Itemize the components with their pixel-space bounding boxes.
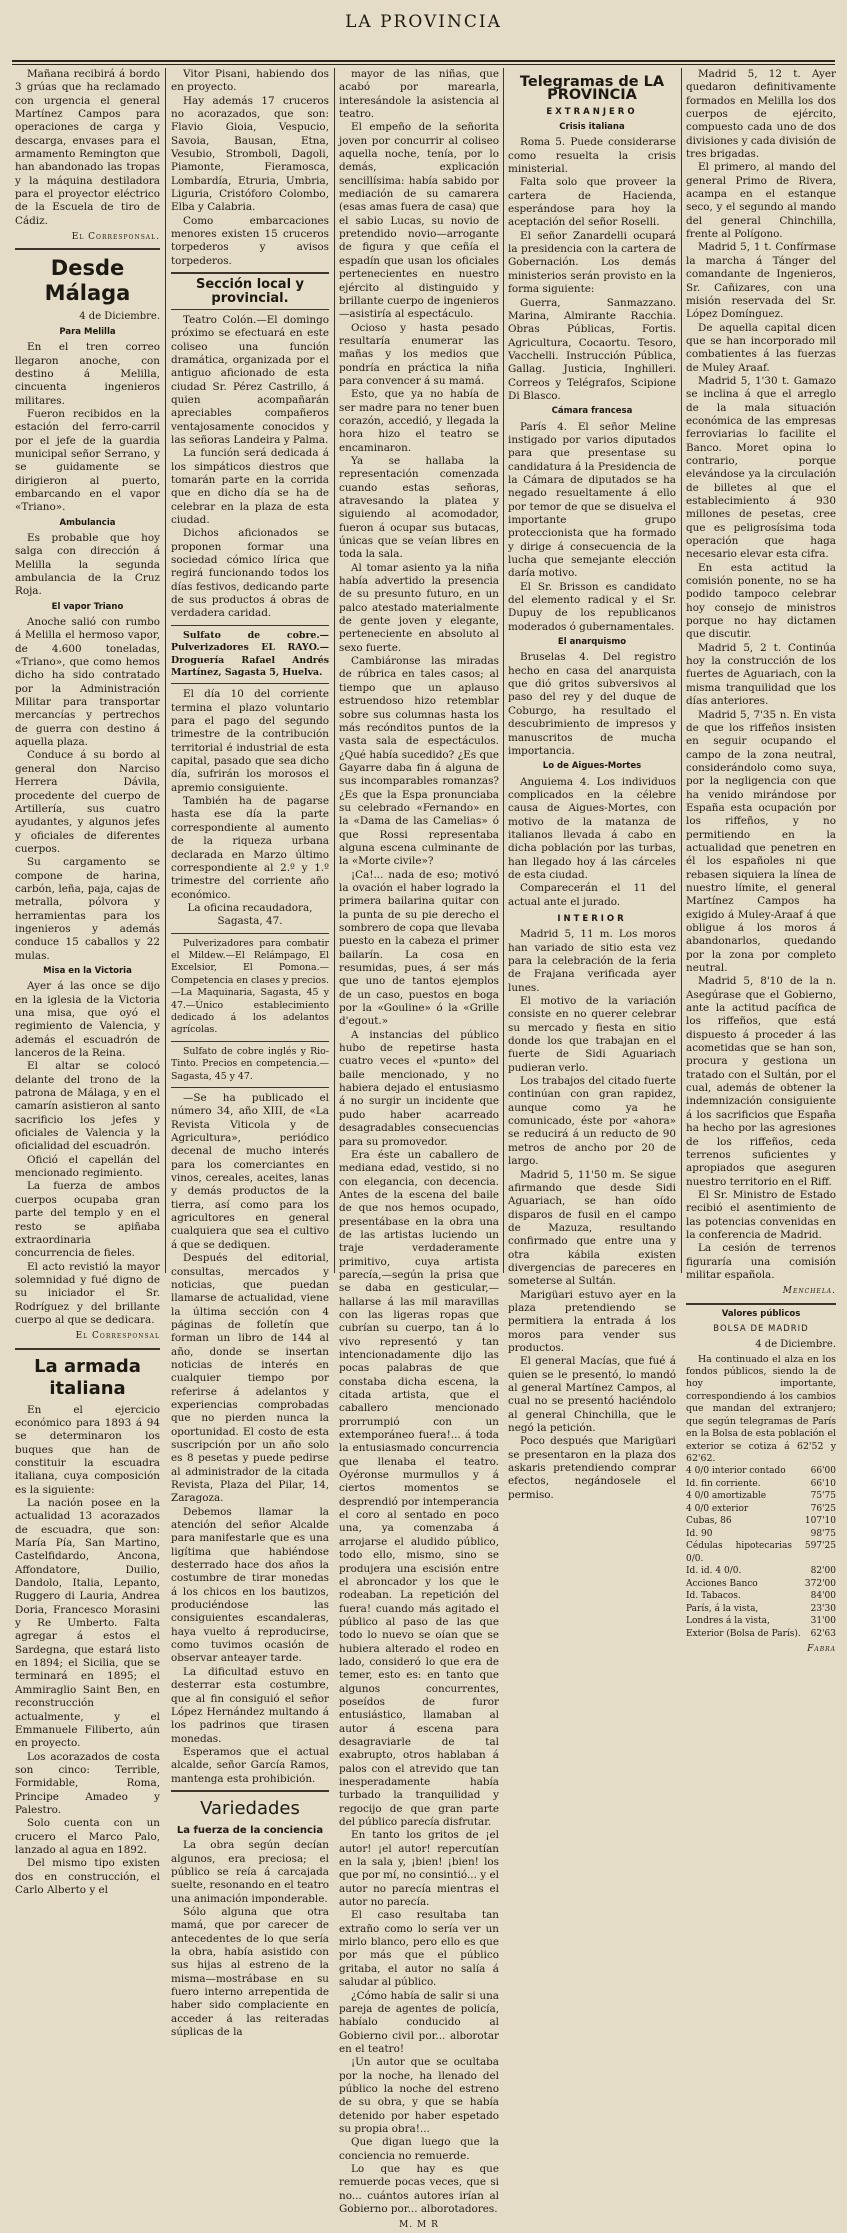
advertisement: Pulverizadores para combatir el Mildew.—El Relámpago, El Excelsior, El Pomona.—Competencia en clases y precios.—La Maquinaria, Sagasta, 45 y 47.—Único establecimiento dedicado á los adelantos agrícolas. bbox=[171, 937, 329, 1036]
ministers-list: Guerra, Sanmazzano. Marina, Almirante Racchia. Obras Públicas, Fortis. Agricultura, Cocaortu. Tesoro, Vacchelli. Instrucción Pública, Gallag. Justicia, Inghilleri. Correos y Telégrafos, Scipione Di Blasco. bbox=[508, 296, 676, 402]
quote-value: 372'00 bbox=[804, 1578, 836, 1589]
divider bbox=[171, 272, 329, 274]
paragraph: Al tomar asiento ya la niña había advertido la presencia de su presunto futuro, en un palco atestado materialmente de gente joven y elegante, perteneciente en absoluto al sexo fuerte. bbox=[339, 561, 499, 654]
section-label: EXTRANJERO bbox=[546, 106, 638, 117]
column-4 bbox=[508, 68, 676, 1501]
table-row bbox=[686, 1540, 836, 1565]
paragraph: Era éste un caballero de mediana edad, vestido, si no con elegancia, con decencia. Antes de la escena del baile de que nos hemos ocupado, presentábase en la obra una de las artistas luciendo un traje verdaderamente primitivo, cuya artista parecía,—según la prisa que se daba en gesticular,—hallarse á las mil maravillas con las ligeras ropas que cubrían su cuerpo, tan á lo vivo representó y tan intencionadamente dijo las pocas palabras de que constaba dicha escena, la citada artista, que el caballero mencionado prorrumpió con un extemporáneo fuera!... á toda la entusiasmado concurrencia que llenaba el teatro. Oyéronse murmullos y á ciertos momentos se desprendió por intemperancia el coro al sentado en poco una, ya comenzaba á arrojarse el aludido público, todo ello, mismo, sino se produjera una escisión entre el abroncador y los que le rodeaban. La repetición del fuera! cuando más agitado el público al paso de las que todo lo nuevo se oían que se hubiera alterado el rodeo en lado, consideró lo que era de temer, esto es: en tanto que algunos concurrentes, poseídos de furor entusiástico, llamaban al autor á escena para desagraviarle de tal exabrupto, otros hablaban á palos con el atrevido que tan inesperadamente había turbado la tranquilidad y regocijo de que gran parte del público parecía disfrutar. bbox=[339, 1148, 499, 1829]
paragraph: Ha continuado el alza en los fondos públicos, siendo la de hoy importante, correspondiendo á los cambios que mandan del extranjero; que según telegramas de París en la Bolsa de esta población el exterior se cotiza á 62'52 y 62'62. bbox=[686, 1353, 836, 1464]
quote-label: 4 0/0 amortizable bbox=[686, 1491, 767, 1502]
paragraph: Después del editorial, consultas, mercados y noticias, que puedan llamarse de actualidad, viene la última sección con 4 páginas de folletín que forman un libro de 144 al año, donde se insertan noticias de interés en cualquier tiempo por referirse á adelantos y experiencias comprobadas que no pierden nunca la oportunidad. El costo de esta suscripción por un año solo es 8 pesetas y puede pedirse al administrador de la citada Revista, Plaza del Pilar, 14, Zaragoza. bbox=[171, 1252, 329, 1505]
paragraph: Ocioso y hasta pesado resultaría enumerar las mañas y los medios que pondría en práctica la niña para convencer á su mamá. bbox=[339, 321, 499, 387]
paragraph: La fuerza de ambos cuerpos ocupaba gran parte del templo y en el resto se apiñaba extraordinaria concurrencia de fieles. bbox=[15, 1180, 160, 1260]
paragraph: El Sr. Ministro de Estado recibió el asentimiento de las potencias convenidas en la conferencia de Madrid. bbox=[686, 1188, 836, 1241]
paragraph: A instancias del público hubo de repetirse hasta cuatro veces el «punto» del baile mencionado, y no habiera dejado el entusiasmo á no surgir un incidente que pudo haber acarreado desagradables consecuencias para su promovedor. bbox=[339, 1028, 499, 1148]
subheading: El vapor Triano bbox=[51, 601, 124, 612]
paragraph: Ayer á las once se dijo en la iglesia de la Victoria una misa, que oyó el regimiento de Valencia, y además el escuadrón de lanceros de la Reina. bbox=[15, 980, 160, 1060]
quote-value: 98'75 bbox=[810, 1528, 836, 1539]
masthead: LA PROVINCIA bbox=[345, 12, 502, 32]
paragraph: Bruselas 4. Del registro hecho en casa del anarquista que dió gritos subversivos al paso del rey y del duque de Coburgo, ha resultado el descubrimiento de impresos y manuscritos de mucha importancia. bbox=[508, 651, 676, 757]
paragraph: El general Macías, que fué á quien se le presentó, lo mandó al general Martínez Campos, al cual no se presentó haciéndolo al general Chinchilla, que le negó la petición. bbox=[508, 1355, 676, 1435]
quote-label: Cubas, 86 bbox=[686, 1516, 732, 1527]
subheading: Cámara francesa bbox=[551, 406, 633, 417]
advertisement: Sulfato de cobre.—Pulverizadores EL RAYO.—Droguería Rafael Andrés Martínez, Sagasta 5, Huelva. bbox=[171, 629, 329, 678]
column-divider bbox=[165, 68, 166, 1273]
quote-value: 97'25 bbox=[810, 1541, 836, 1552]
paragraph: ¡Un autor que se ocultaba por la noche, ha llenado del público la noche del estreno de su obra, y que se había detenido por haber espetado su propia obra!... bbox=[339, 2056, 499, 2135]
paragraph: Los trabajos del citado fuerte continúan con gran rapidez, aunque como ya he comunicado, éste por «ahora» se reducirá á un reducto de 90 metros de ancho por 20 de largo. bbox=[508, 1075, 676, 1168]
table-row bbox=[686, 1578, 836, 1591]
headline-telegramas: Telegramas de LA PROVINCIA bbox=[519, 74, 665, 104]
quote-value: 23'30 bbox=[810, 1603, 836, 1614]
quote-value: 66'10 bbox=[810, 1478, 836, 1489]
table-row bbox=[686, 1603, 836, 1616]
divider bbox=[171, 309, 329, 310]
signature: M. M R bbox=[399, 2220, 439, 2231]
paragraph: Ya se hallaba la representación comenzada cuando estas señoras, atravesando la platea y siguiendo al acomodador, fueron á ocupar sus butacas, únicas que se veían libres en toda la sala. bbox=[339, 454, 499, 561]
paragraph: París 4. El señor Meline instigado por varios diputados para que presentase su candidatura á la Presidencia de la Cámara de diputados se ha negado resueltamente á ello por temor de que se disuelva el importante grupo proteccionista que ha formado y dirige á consecuencia de la lucha que semejante elección daría motivo. bbox=[508, 420, 676, 580]
subheading: Para Melilla bbox=[59, 326, 116, 337]
column-5 bbox=[686, 68, 836, 1655]
paragraph: Mañana recibirá á bordo 3 grúas que ha reclamado con urgencia el general Martínez Campos para operaciones de carga y descarga, envases para el armamento Remington que han abandonado las tropas y la máquina destiladora para el proyector eléctrico de la Escuela de tiro de Cádiz. bbox=[15, 68, 160, 227]
paragraph: ¿Cómo había de salir si una pareja de agentes de policía, habíalo conducido al Gobierno civil por... alborotar en el teatro! bbox=[339, 1989, 499, 2055]
table-row bbox=[686, 1565, 836, 1578]
table-row bbox=[686, 1590, 836, 1603]
quote-label: Londres á la vista, bbox=[686, 1616, 770, 1627]
paragraph: Cambiáronse las miradas de rúbrica en tales casos; al tiempo que un aplauso estruendoso hizo retemblar sobre sus columnas hasta los más recónditos puntos de la vasta sala de espectáculos. ¿Qué había sucedido? ¿Es que Gayarre daba fin á alguna de sus incomparables romanzas? ¿Es que la Espa pronunciaba su celebrado «Fernando» en la «Dama de las Camelias» ó que Rossi representaba alguna escena culminante de la «Morte civile»? bbox=[339, 655, 499, 868]
subheading: Misa en la Victoria bbox=[43, 965, 132, 976]
paragraph: Falta solo que proveer la cartera de Hacienda, esperándose para hoy la aceptación del señor Roselli. bbox=[508, 176, 676, 229]
paragraph: La función será dedicada á los simpáticos diestros que tomarán parte en la corrida que en dicho día se ha de celebrar en la plaza de esta ciudad. bbox=[171, 447, 329, 526]
paragraph: ¡Ca!... nada de eso; motivó la ovación el haber logrado la primera bailarina quitar con la punta de su pie derecho el sombrero de copa que llevaba puesto en la cabeza el primer bailarín. La cosa en resumidas, pues, á ser más que uno de tantos ejemplos de un caso, puestos en boga por la «Gouline» ó la «Grille d'egout.» bbox=[339, 868, 499, 1028]
paragraph: Su cargamento se compone de harina, carbón, leña, paja, cajas de metralla, pólvora y herramientas para los ingenieros y además conduce 15 caballos y 22 mulas. bbox=[15, 856, 160, 962]
paragraph: Debemos llamar la atención del señor Alcalde para manifestarle que es una ligítima que habiéndose desterrado hace dos años la costumbre de tirar monedas á los chicos en los bautizos, produciéndose las consiguientes escandaleras, haya vuelto á reproducirse, como tuvimos ocasión de observar anteayer tarde. bbox=[171, 1505, 329, 1665]
paragraph: Comparecerán el 11 del actual ante el jurado. bbox=[508, 882, 676, 908]
paragraph: Poco después que Marigüari se presentaron en la plaza dos askaris pretendiendo comprar efectos, negándosele el permiso. bbox=[508, 1435, 676, 1501]
paragraph: Esto, que ya no había de ser madre para no tener buen corazón, accedió, y llegada la hora hizo el teatro se encaminaron. bbox=[339, 388, 499, 454]
paragraph: Anoche salió con rumbo á Melilla el hermoso vapor, de 4.600 toneladas, «Triano», que como hemos dicho ha sido contratado por la Administración Militar para transportar mercancías y pertrechos de guerra con destino á aquella plaza. bbox=[15, 616, 160, 749]
paragraph: En esta actitud la comisión ponente, no se ha podido tampoco celebrar hoy consejo de ministros porque no hay dictamen que discutir. bbox=[686, 561, 836, 641]
paragraph: Madrid 5, 2 t. Continúa hoy la construcción de los fuertes de Aguariach, con la misma tranquilidad que los días anteriores. bbox=[686, 641, 836, 708]
quote-label: 4 0/0 interior contado bbox=[686, 1466, 786, 1477]
paragraph: En el tren correo llegaron anoche, con destino á Melilla, cincuenta ingenieros militares. bbox=[15, 341, 160, 407]
divider bbox=[171, 933, 329, 934]
paragraph: La nación posee en la actualidad 13 acorazados de escuadra, que son: María Pía, San Martino, Castelfidardo, Ancona, Affondatore, Duilio, Dandolo, Italia, Lepanto, Ruggero di Lauria, Andrea Doria, Francesco Morasini y Re Umberto. Falta agregar á estos el Sardegna, que estará listo en 1894; el Sicilia, que se terminará en 1895; el Ammiraglio Saint Ben, en reconstrucción actualmente, y el Emmanuele Filiberto, aún en proyecto. bbox=[15, 1497, 160, 1750]
table-row bbox=[686, 1628, 836, 1641]
quote-value: 76'25 bbox=[810, 1503, 836, 1514]
paragraph: Dichos aficionados se proponen formar una sociedad cómico lírica que regirá funcionando todos los días festivos, dedicando parte de sus productos á obras de verdadera caridad. bbox=[171, 527, 329, 620]
paragraph: Madrid 5, 8'10 de la n. Asegúrase que el Gobierno, ante la actitud pacífica de los riffeños, que está dispuesto á proceder á las acometidas que se han son, procura y gestiona un tratado con el Sultán, por el cual, además de obtener la indemnización consiguiente á los sacrificios que España ha hecho por las agresiones de los riffeños, ceda terrenos suficientes y apropiados que aseguren nuestro territorio en el Riff. bbox=[686, 975, 836, 1188]
quote-label: Id. id. 4 0/0. bbox=[686, 1566, 742, 1577]
paragraph: Roma 5. Puede considerarse como resuelta la crisis ministerial. bbox=[508, 136, 676, 176]
paragraph: El empeño de la señorita joven por concurrir al coliseo aquella noche, tenía, por lo demás, explicación sencillísima: había sabido por mediación de su camarera (esas amas fuera de casa) que el sabio Lucas, su novio de pretendido novio—arrogante de figura y que ceñía el espadín que usan los oficiales pertenecientes en nuestro ejército al distinguido y brillante cuerpo de ingenieros—asistiría al espectáculo. bbox=[339, 121, 499, 321]
divider bbox=[171, 683, 329, 684]
quote-value: 82'00 bbox=[810, 1566, 836, 1577]
subheading: El anarquismo bbox=[557, 637, 627, 648]
quote-label: Cédulas hipotecarias 5 0/0. bbox=[686, 1541, 811, 1564]
top-rule bbox=[12, 60, 835, 62]
paragraph: Madrid 5, 12 t. Ayer quedaron definitivamente formados en Melilla los dos cuerpos de ejército, compuesto cada uno de dos divisiones y cada división de tres brigadas. bbox=[686, 68, 836, 161]
paragraph: Como embarcaciones menores existen 15 cruceros torpederos y avisos torpederos. bbox=[171, 214, 329, 267]
paragraph: En tanto los gritos de ¡el autor! ¡el autor! repercutían en la sala y, ¡bien! ¡bien! los que por mí, no consintió... y el autor no parecía mientras el autor no parecía. bbox=[339, 1829, 499, 1909]
quote-value: 62'63 bbox=[810, 1628, 836, 1639]
paragraph: Solo cuenta con un crucero el Marco Palo, lanzado al agua en 1892. bbox=[15, 1817, 160, 1856]
paragraph: Los acorazados de costa son cinco: Terrible, Formidable, Roma, Principe Amadeo y Palestro. bbox=[15, 1750, 160, 1816]
column-divider bbox=[503, 68, 504, 1273]
divider bbox=[171, 1087, 329, 1088]
subheading: Crisis italiana bbox=[559, 122, 625, 133]
table-row bbox=[686, 1465, 836, 1478]
quote-label: Id. 90 bbox=[686, 1528, 713, 1539]
paragraph: —Se ha publicado el número 34, año XIII, de «La Revista Viticola y de Agricultura», periódico decenal de mucho interés para los comerciantes en vinos, cereales, aceites, lanas y demás productos de la tierra, así como para los agricultores en general cualquiera que sea el cultivo á que se dediquen. bbox=[171, 1092, 329, 1251]
quote-label: Exterior (Bolsa de París). bbox=[686, 1628, 801, 1639]
paragraph: También ha de pagarse hasta ese día la parte correspondiente al aumento de la riqueza urbana declarada en Marzo último correspondiente al 2.º y 1.º trimestre del corriente año económico. bbox=[171, 795, 329, 901]
paragraph: El primero, al mando del general Primo de Rivera, acampa en el estanque seco, y el segundo al mando del general Chinchilla, frente al Polígono. bbox=[686, 161, 836, 241]
divider bbox=[171, 1041, 329, 1042]
quote-label: Id. Tabacos. bbox=[686, 1591, 741, 1602]
divider bbox=[171, 1790, 329, 1792]
quote-value: 84'00 bbox=[810, 1591, 836, 1602]
paragraph: Del mismo tipo existen dos en construcción, el Carlo Alberto y el bbox=[15, 1857, 160, 1896]
column-3 bbox=[339, 68, 499, 2231]
signature: Fabra bbox=[807, 1644, 836, 1655]
paragraph: Hay además 17 cruceros no acorazados, que son: Flavio Gioia, Vespucio, Savoia, Bausan, Etna, Vesubio, Stromboli, Dagoli, Piamonte, Fieramosca, Lombardía, Etruria, Umbria, Liguria, Cristóforo Colombo, Elba y Calabria. bbox=[171, 94, 329, 214]
divider bbox=[15, 248, 160, 250]
paragraph: El acto revistió la mayor solemnidad y fué digno de su iniciador el Sr. Rodríguez y del brillante cuerpo al que se dedicara. bbox=[15, 1260, 160, 1326]
top-rule-thin bbox=[12, 64, 835, 65]
quote-value: 66'00 bbox=[810, 1466, 836, 1477]
paragraph: Sólo alguna que otra mamá, que por carecer de antecedentes de lo que sería la obra, había asistido con sus hijas al estreno de la misma—mostrábase en su fuero interno arrepentida de haber sido complaciente en acceder á las reiteradas súplicas de la bbox=[171, 1905, 329, 2039]
quote-value: 31'00 bbox=[810, 1616, 836, 1627]
paragraph: Esperamos que el actual alcalde, señor García Ramos, mantenga esta prohibición. bbox=[171, 1745, 329, 1785]
paragraph: La obra según decían algunos, era preciosa; el público se reía á carcajada suelte, resonando en el teatro una animación imponderable. bbox=[171, 1839, 329, 1905]
headline-seccion-local: Sección local y provincial. bbox=[195, 277, 305, 306]
paragraph: El Sr. Brisson es candidato del elemento radical y el Sr. Dupuy de los republicanos moderados ó gubernamentales. bbox=[508, 580, 676, 633]
paragraph: Vitor Pisani, habiendo dos en proyecto. bbox=[171, 68, 329, 94]
paragraph: El día 10 del corriente termina el plazo voluntario para el pago del segundo trimestre de la contribución territorial é industrial de esta capital, pasado que sea dicho día, sufrirán los morosos el apremio consiguiente. bbox=[171, 688, 329, 794]
dateline: 4 de Diciembre. bbox=[755, 1339, 836, 1351]
paragraph: Ofició el capellán del mencionado regimiento. bbox=[15, 1153, 160, 1180]
quote-value: 75'75 bbox=[810, 1491, 836, 1502]
paragraph: Madrid 5, 1'30 t. Gamazo se inclina á que el arreglo de la mala situación económica de las empresas ferroviarias lo facilite el Banco. Moret opina lo contrario, porque elevándose ya la circulación de billetes al que el establecimiento á 930 millones de pesetas, cree que es peligrosísima toda operación que haga necesario elevar esta cifra. bbox=[686, 374, 836, 561]
paragraph: La oficina recaudadora, Sagasta, 47. bbox=[187, 901, 313, 928]
paragraph: mayor de las niñas, que acabó por marearla, interesándole la asistencia al teatro. bbox=[339, 68, 499, 121]
paragraph: De aquella capital dicen que se han incorporado mil combatientes á las fuerzas de Muley Araaf. bbox=[686, 321, 836, 374]
paragraph: La cesión de terrenos figuraría una comisión militar española. bbox=[686, 1242, 836, 1281]
section-label: INTERIOR bbox=[557, 913, 627, 924]
table-row bbox=[686, 1515, 836, 1528]
subheading: BOLSA DE MADRID bbox=[713, 1323, 809, 1334]
quote-label: París, á la vista, bbox=[686, 1603, 759, 1614]
paragraph: Anguiema 4. Los individuos complicados en la célebre causa de Aigues-Mortes, con motivo de la matanza de italianos llevada á cabo en dicha población por las turbas, han llegado hoy á las cárceles de esta ciudad. bbox=[508, 775, 676, 881]
paragraph: En el ejercicio económico para 1893 á 94 se determinaron los buques que han de constituir la escuadra italiana, cuya composición es la siguiente: bbox=[15, 1403, 160, 1496]
column-divider bbox=[681, 68, 682, 1273]
advertisement: Sulfato de cobre inglés y Rio-Tinto. Precios en competencia.—Sagasta, 45 y 47. bbox=[171, 1045, 329, 1082]
paragraph: Es probable que hoy salga con dirección á Melilla la segunda ambulancia de la Cruz Roja. bbox=[15, 531, 160, 598]
table-row bbox=[686, 1490, 836, 1503]
paragraph: El señor Zanardelli ocupará la presidencia con la cartera de Gobernación. Los demás ministerios serán provisto en la forma siguiente: bbox=[508, 229, 676, 296]
quote-value: 107'10 bbox=[804, 1516, 836, 1527]
subheading: Valores públicos bbox=[721, 1308, 801, 1319]
headline-desde-malaga: Desde Málaga bbox=[44, 256, 131, 306]
paragraph: Teatro Colón.—El domingo próximo se efectuará en este coliseo una función dramática, organizada por el antiguo aficionado de esta ciudad Sr. Pérez Castrillo, á quien acompañarán apreciables compañeros ventajosamente conocidos y las señoras Landeira y Palma. bbox=[171, 313, 329, 446]
paragraph: Madrid 5, 11'50 m. Se sigue afirmando que desde Sidi Aguariach, se han oído disparos de fusil en el campo de Mazuza, resultando confirmado que entre una y otra kábila existen divergencias de pareceres en someterse al Sultán. bbox=[508, 1168, 676, 1288]
column-2 bbox=[171, 68, 329, 2039]
headline-armada-italiana: La armada italiana bbox=[34, 1355, 141, 1399]
table-row bbox=[686, 1503, 836, 1516]
paragraph: El motivo de la variación consiste en no querer celebrar su mercado y fiesta en sitio donde los que trabajan en el fuerte de Sidi Aguariach pudieran verlo. bbox=[508, 995, 676, 1074]
subheading: La fuerza de la conciencia bbox=[176, 1824, 324, 1836]
paragraph: Madrid 5, 11 m. Los moros han variado de sitio esta vez para la celebración de la feria de Frajana verificada ayer lunes. bbox=[508, 928, 676, 994]
signature: El Corresponsal bbox=[75, 1331, 160, 1342]
paragraph: Lo que hay es que remuerde pocas veces, que si no... cuántos autores irían al Gobierno por... alborotadores. bbox=[339, 2162, 499, 2215]
paragraph: Fueron recibidos en la estación del ferro-carril por el jefe de la guardia municipal señor Serrano, y se guidamente se dirigieron al puerto, embarcando en el vapor «Triano». bbox=[15, 407, 160, 514]
dateline: 4 de Diciembre. bbox=[79, 311, 160, 323]
divider bbox=[171, 625, 329, 626]
subheading: Lo de Aigues-Mortes bbox=[542, 761, 642, 772]
paragraph: Marigüari estuvo ayer en la plaza pretendiendo se permitiera la entrada á los moros para vender sus productos. bbox=[508, 1288, 676, 1354]
divider bbox=[15, 1348, 160, 1350]
quote-label: 4 0/0 exterior bbox=[686, 1503, 749, 1514]
quote-label: Acciones Banco bbox=[686, 1578, 758, 1589]
column-1 bbox=[15, 68, 160, 1896]
headline-variedades: Variedades bbox=[200, 1797, 300, 1819]
paragraph: Que digan luego que la conciencia no remuerde. bbox=[339, 2136, 499, 2162]
paragraph: Madrid 5, 1 t. Confírmase la marcha á Tánger del comandante de Ingenieros, Sr. Cañizares, con una misión reservada del Sr. López Domínguez. bbox=[686, 241, 836, 321]
stock-quote-table bbox=[686, 1465, 836, 1640]
signature: Menchela. bbox=[782, 1286, 836, 1297]
paragraph: La dificultad estuvo en desterrar esta costumbre, que al fin consiguió el señor López Hernández multando á los padrinos que tirasen monedas. bbox=[171, 1665, 329, 1745]
table-row bbox=[686, 1615, 836, 1628]
paragraph: Conduce á su bordo al general don Narciso Herrera Dávila, procedente del cuerpo de Artillería, sus cuatro ayudantes, y algunos jefes y oficiales de diferentes cuerpos. bbox=[15, 749, 160, 855]
column-divider bbox=[334, 68, 335, 1273]
signature: El Corresponsal. bbox=[71, 232, 160, 243]
table-row bbox=[686, 1528, 836, 1541]
paragraph: El caso resultaba tan extraño como lo sería ver un mirlo blanco, pero ello es que por más que el público gritaba, el autor no salía á saludar al público. bbox=[339, 1909, 499, 1989]
quote-label: Id. fin corriente. bbox=[686, 1478, 761, 1489]
subheading: Ambulancia bbox=[59, 517, 116, 528]
paragraph: El altar se colocó delante del trono de la patrona de Málaga, y en el camarín asistieron al santo sacrificio los jefes y oficiales de Valencia y la oficialidad del escuadrón. bbox=[15, 1060, 160, 1153]
table-row bbox=[686, 1478, 836, 1491]
paragraph: Madrid 5, 7'35 n. En vista de que los riffeños insisten en seguir ocupando el campo de la zona neutral, considerándolo como suya, por la negligencia con que ha venido mirándose por España esta ocupación por los riffeños, y no permitiendo en la actualidad que penetren en él los españoles ni que rebasen siquiera la línea de nuestro límite, el general Martínez Campos ha exigido á Muley-Araaf á que obligue á los moros á abandonarlos, quedando por la zona por completo neutral. bbox=[686, 708, 836, 975]
divider bbox=[686, 1303, 836, 1305]
